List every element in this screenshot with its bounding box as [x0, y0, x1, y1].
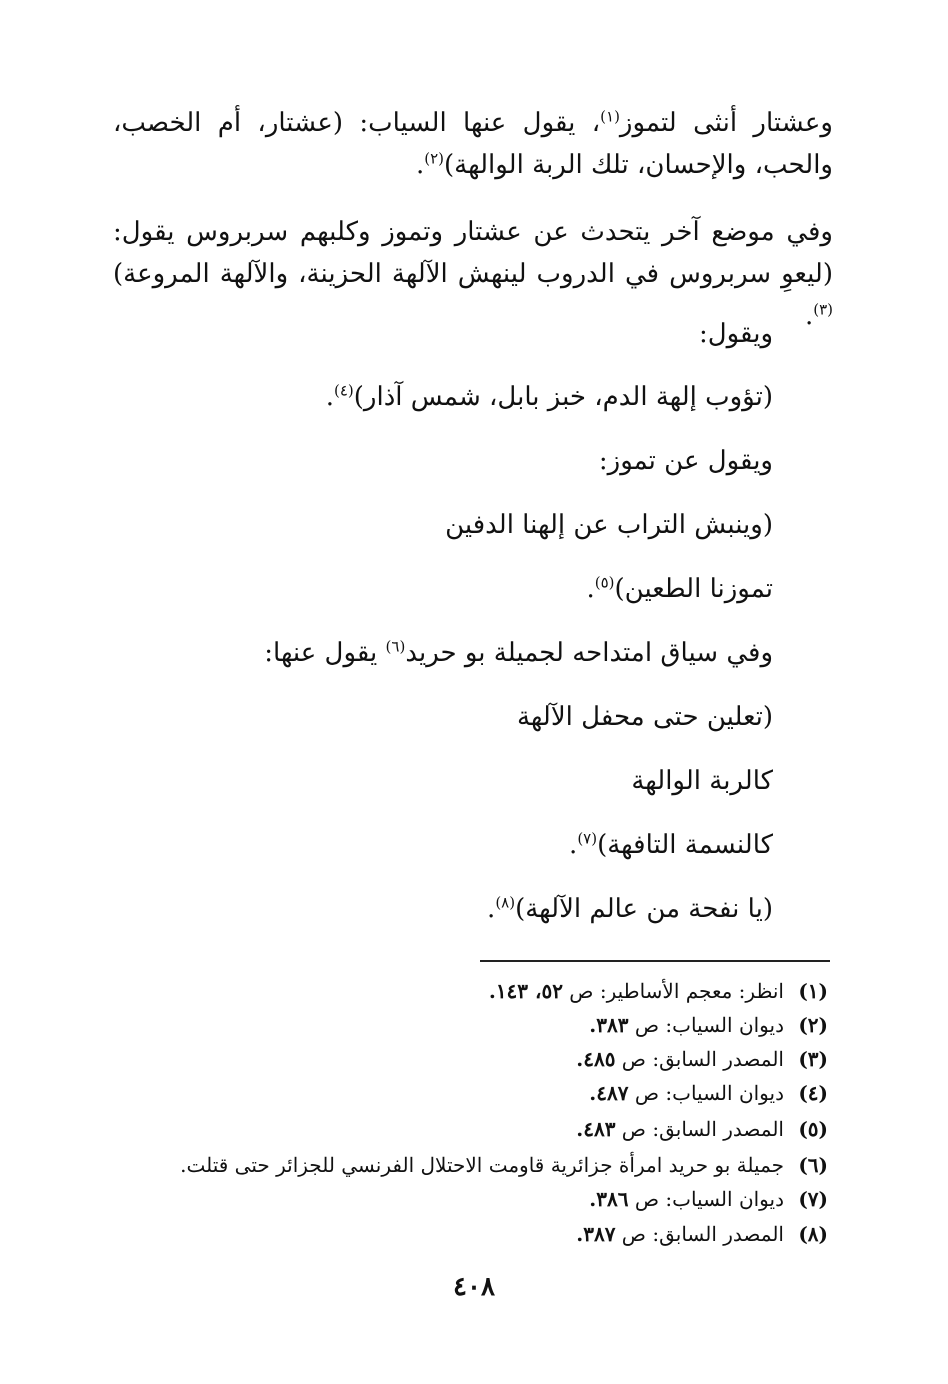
line-tail: .	[487, 894, 496, 924]
footnote-number: (٨)	[798, 1222, 828, 1246]
footnote-number: (٣)	[798, 1047, 828, 1071]
poem-line	[569, 825, 773, 865]
footnote-page: ٣٨٧.	[576, 1222, 616, 1246]
footnote-number: (٢)	[798, 1013, 828, 1037]
footnote-page: ٤٨٥.	[576, 1047, 616, 1071]
footnote-text: ديوان السياب: ص	[628, 1081, 784, 1105]
line-tail: يقول عنها:	[264, 638, 386, 668]
footnote-text: المصدر السابق: ص	[615, 1047, 784, 1071]
poem-line	[487, 889, 773, 929]
line-tail: .	[586, 574, 595, 604]
footnote	[576, 1114, 828, 1144]
poem-line	[699, 314, 773, 354]
footnote-text: انظر: معجم الأساطير: ص	[562, 979, 784, 1003]
footnote	[180, 1150, 828, 1180]
footnote	[576, 1219, 828, 1249]
footnote-number: (٦)	[798, 1153, 828, 1177]
poem-line	[631, 761, 773, 801]
footnote	[489, 976, 828, 1006]
footnote-number: (٥)	[798, 1117, 828, 1141]
poem-line	[599, 441, 773, 481]
line-text: كالربة الوالهة	[631, 766, 773, 796]
line-text: (تؤوب إلهة الدم، خبز بابل، شمس آذار)	[353, 382, 773, 412]
paragraph-end: .	[415, 150, 425, 180]
footnote-divider	[480, 960, 830, 962]
footnote-page: ٥٢، ١٤٣.	[488, 979, 563, 1003]
footnote-ref: (٤)	[334, 381, 354, 400]
line-text: وفي سياق امتداحه لجميلة بو حريد	[405, 638, 773, 668]
paragraph-text: وعشتار أنثى لتموز	[619, 108, 833, 138]
footnote-ref: (٥)	[594, 573, 615, 592]
page-number: ٤٠٨	[453, 1272, 495, 1302]
line-tail: .	[325, 382, 334, 412]
paragraph-end: .	[804, 301, 814, 331]
footnote-ref: (٢)	[424, 149, 445, 168]
footnote	[576, 1044, 828, 1074]
footnote	[589, 1184, 828, 1214]
line-text: (وينبش التراب عن إلهنا الدفين	[445, 510, 773, 540]
footnote-text: جميلة بو حريد امرأة جزائرية قاومت الاحتلال الفرنسي للجزائر حتى قتلت.	[180, 1153, 784, 1177]
footnote-text: ديوان السياب: ص	[628, 1187, 784, 1211]
footnote-page: ٣٨٣.	[589, 1013, 629, 1037]
paragraph-text: وفي موضع آخر يتحدث عن عشتار وتموز وكلبهم سربروس يقول: (ليعوِ سربروس في الدروب لينهش الآلهة الحزينة، والآلهة المروعة)	[113, 217, 833, 289]
footnote-ref: (٣)	[813, 300, 833, 319]
footnote-ref: (٨)	[495, 893, 516, 912]
paragraph-1	[113, 102, 833, 186]
footnote-page: ٤٨٣.	[576, 1117, 616, 1141]
poem-line	[517, 697, 773, 737]
footnote-number: (٤)	[798, 1081, 828, 1105]
poem-line	[445, 505, 773, 545]
footnote-number: (١)	[798, 979, 828, 1003]
footnote-ref: (٧)	[577, 829, 598, 848]
line-text: (تعلين حتى محفل الآلهة	[516, 702, 773, 732]
line-text: تموزنا الطعين)	[614, 574, 773, 604]
footnote-text: المصدر السابق: ص	[615, 1222, 784, 1246]
footnote-number: (٧)	[798, 1187, 828, 1211]
footnote-ref: (٦)	[385, 637, 406, 656]
footnote-page: ٤٨٧.	[589, 1081, 629, 1105]
footnote	[589, 1010, 828, 1040]
poem-line	[326, 377, 773, 417]
line-text: (يا نفحة من عالم الآلهة)	[515, 894, 773, 924]
footnote-text: ديوان السياب: ص	[628, 1013, 784, 1037]
footnote-text: المصدر السابق: ص	[615, 1117, 784, 1141]
line-tail: .	[569, 830, 578, 860]
footnote-ref: (١)	[600, 107, 620, 126]
line-text: ويقول:	[698, 319, 773, 349]
footnote-page: ٣٨٦.	[589, 1187, 629, 1211]
footnote	[589, 1078, 828, 1108]
paragraph-text: ، يقول عنها السياب: (عشتار، أم الخصب، والحب، والإحسان، تلك الربة الوالهة)	[113, 108, 833, 180]
poem-line	[264, 633, 773, 673]
line-text: كالنسمة التافهة)	[597, 830, 773, 860]
line-text: ويقول عن تموز:	[598, 446, 773, 476]
poem-line	[586, 569, 773, 609]
